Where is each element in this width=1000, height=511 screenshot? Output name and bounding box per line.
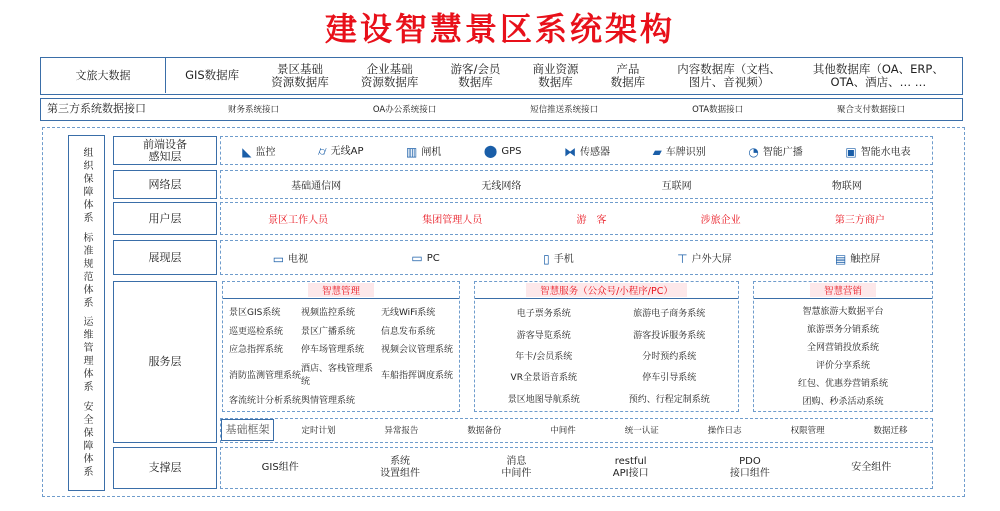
network-item: 无线网络 (481, 181, 522, 192)
laptop-icon: ▭ (411, 250, 423, 265)
service-system: 游客投诉服务系统 (633, 330, 706, 341)
network-item: 互联网 (661, 181, 692, 192)
service-system: 分时预约系统 (642, 351, 697, 362)
management-system: 视频监控系统 (301, 307, 356, 318)
smart-service-title: 智慧服务（公众号/小程序/PC） (526, 283, 687, 297)
display-terminal-label: 户外大屏 (691, 253, 732, 265)
gps-pin-icon: ⬤ (483, 143, 498, 158)
management-system: 消防监测管理系统 (229, 370, 302, 381)
smart-management-box (222, 281, 460, 412)
perception-device (318, 142, 363, 159)
sensor-icon: ⧓ (564, 144, 577, 159)
display-terminal (677, 250, 731, 266)
framework-item: 权限管理 (790, 426, 825, 436)
service-system: 预约、行程定制系统 (628, 394, 710, 405)
display-terminal (411, 251, 439, 265)
support-system-label: 标准规范体系 (81, 231, 92, 310)
support-system-label: 运维管理体系 (81, 316, 92, 395)
support-system-label: 安全保障体系 (81, 400, 92, 479)
layer-label-support: 支撑层 (113, 447, 217, 489)
perception-device (653, 143, 706, 159)
wifi-ap-icon: ⌭ (318, 143, 327, 158)
layer-label-display: 展现层 (113, 240, 217, 275)
management-system: 酒店、客栈管理系统 (301, 364, 374, 388)
layer-label-user: 用户层 (113, 202, 217, 235)
database-item: GIS数据库 (185, 68, 240, 82)
display-terminal-label: 触控屏 (850, 253, 881, 265)
interface-item: OTA数据接口 (692, 105, 744, 115)
network-item: 基础通信网 (291, 181, 342, 192)
framework-label: 基础框架 (221, 419, 274, 441)
gate-icon: ▥ (406, 144, 418, 159)
smart-marketing-box (753, 281, 933, 412)
user-type: 集团管理人员 (422, 215, 483, 226)
perception-device-label: GPS (501, 145, 522, 157)
management-system: 客流统计分析系统 (229, 396, 302, 407)
database-item: 产品 数据库 (610, 61, 646, 89)
interfaces-row (40, 98, 963, 121)
support-component: 系统 设置组件 (380, 456, 421, 479)
management-list (229, 302, 453, 409)
management-system: 车船指挥调度系统 (380, 370, 453, 381)
perception-device-label: 传感器 (580, 146, 611, 158)
interface-item: 聚合支付数据接口 (837, 105, 906, 115)
support-system-label: 组织保障体系 (81, 147, 92, 226)
support-component: 安全组件 (851, 462, 892, 473)
management-system: 无线WiFi系统 (380, 307, 436, 318)
big-data-label: 文旅大数据 (41, 58, 166, 93)
perception-device-label: 闸机 (421, 146, 442, 158)
display-terminal-label: 手机 (553, 253, 574, 265)
phone-icon: ▯ (543, 251, 550, 266)
service-system: 景区地图导航系统 (507, 394, 580, 405)
database-item: 游客/会员 数据库 (450, 61, 501, 89)
support-component: GIS组件 (261, 462, 299, 473)
support-items (220, 447, 933, 489)
management-system: 景区广播系统 (301, 326, 356, 337)
database-item: 商业资源 数据库 (532, 61, 579, 89)
marketing-system: 旅游票务分销系统 (806, 325, 879, 336)
perception-device (242, 143, 275, 159)
big-data-row (40, 57, 963, 95)
marketing-system: 红包、优惠券营销系统 (797, 378, 888, 389)
marketing-system: 智慧旅游大数据平台 (802, 307, 884, 318)
service-system: 停车引导系统 (642, 373, 697, 384)
service-system: 游客导览系统 (516, 330, 571, 341)
perception-devices (220, 136, 933, 165)
perception-device-label: 无线AP (330, 146, 364, 158)
car-icon: ▰ (652, 144, 662, 159)
management-system: 舆情管理系统 (301, 396, 356, 407)
marketing-system: 评价分享系统 (815, 360, 870, 371)
management-system: 景区GIS系统 (229, 307, 281, 318)
framework-item: 数据迁移 (873, 426, 908, 436)
framework-item: 定时计划 (301, 426, 336, 436)
framework-items (277, 419, 932, 441)
management-system: 视频会议管理系统 (380, 345, 453, 356)
framework-item: 统一认证 (624, 426, 659, 436)
management-system: 应急指挥系统 (229, 345, 284, 356)
interface-item: 财务系统接口 (227, 105, 279, 115)
perception-device (406, 143, 441, 159)
tv-icon: ▭ (272, 251, 285, 266)
broadcast-icon: ◔ (748, 144, 759, 159)
database-list (169, 58, 960, 93)
layer-label-network: 网络层 (113, 170, 217, 199)
perception-device-label: 车牌识别 (665, 146, 706, 158)
service-system: 年卡/会员系统 (515, 351, 573, 362)
touch-screen-icon: ▤ (834, 251, 847, 266)
meter-icon: ▣ (845, 144, 857, 159)
display-terminal-label: PC (426, 252, 440, 264)
support-component: PDO 接口组件 (729, 456, 770, 479)
marketing-list (760, 302, 926, 409)
perception-device-label: 监控 (255, 146, 276, 158)
user-type: 游 客 (576, 215, 607, 226)
display-terminal (543, 250, 574, 266)
service-system: VR全景语音系统 (510, 373, 577, 384)
database-item: 企业基础 资源数据库 (360, 61, 419, 89)
perception-device (564, 143, 610, 159)
perception-device-label: 智能广播 (762, 146, 803, 158)
framework-row (220, 418, 933, 443)
management-system: 信息发布系统 (380, 326, 435, 337)
display-terminal-label: 电视 (288, 253, 309, 265)
smart-service-box (474, 281, 739, 412)
layer-label-service: 服务层 (113, 281, 217, 443)
framework-item: 中间件 (550, 426, 576, 436)
user-type: 涉旅企业 (700, 215, 741, 226)
display-terminal (273, 250, 308, 266)
layer-label-perception: 前端设备 感知层 (113, 136, 217, 165)
network-item: 物联网 (831, 181, 862, 192)
service-system: 旅游电子商务系统 (633, 309, 706, 320)
framework-item: 操作日志 (707, 426, 742, 436)
display-items (220, 240, 933, 275)
interface-item: OA办公系统接口 (372, 105, 437, 115)
interface-item: 短信推送系统接口 (530, 105, 599, 115)
service-list (481, 302, 732, 409)
perception-device (484, 144, 522, 158)
framework-item: 数据备份 (467, 426, 502, 436)
service-system: 电子票务系统 (516, 309, 571, 320)
interfaces-label: 第三方系统数据接口 (47, 102, 146, 115)
user-type: 景区工作人员 (268, 215, 329, 226)
perception-device (845, 143, 910, 159)
management-system: 停车场管理系统 (301, 345, 365, 356)
outdoor-screen-icon: ⊤ (677, 251, 688, 266)
support-systems-column (68, 135, 105, 491)
database-item: 内容数据库（文档、 图片、音视频） (677, 61, 781, 89)
network-items (220, 170, 933, 199)
interface-list (181, 99, 952, 119)
database-item: 其他数据库（OA、ERP、 OTA、酒店、… … (812, 61, 944, 89)
support-component: restful API接口 (612, 456, 649, 479)
support-component: 消息 中间件 (501, 456, 532, 479)
smart-management-title: 智慧管理 (308, 283, 374, 297)
marketing-system: 全网营销投放系统 (806, 343, 879, 354)
smart-marketing-title: 智慧营销 (810, 283, 876, 297)
user-type: 第三方商户 (834, 215, 885, 226)
database-item: 景区基础 资源数据库 (271, 61, 329, 89)
management-system: 巡更巡检系统 (229, 326, 284, 337)
framework-item: 异常报告 (384, 426, 419, 436)
camera-icon: ◣ (242, 144, 252, 159)
perception-device (748, 143, 802, 159)
page-title: 建设智慧景区系统架构 (324, 10, 675, 48)
marketing-system: 团购、秒杀活动系统 (802, 396, 884, 407)
user-items (220, 202, 933, 235)
perception-device-label: 智能水电表 (860, 146, 911, 158)
display-terminal (835, 250, 880, 266)
